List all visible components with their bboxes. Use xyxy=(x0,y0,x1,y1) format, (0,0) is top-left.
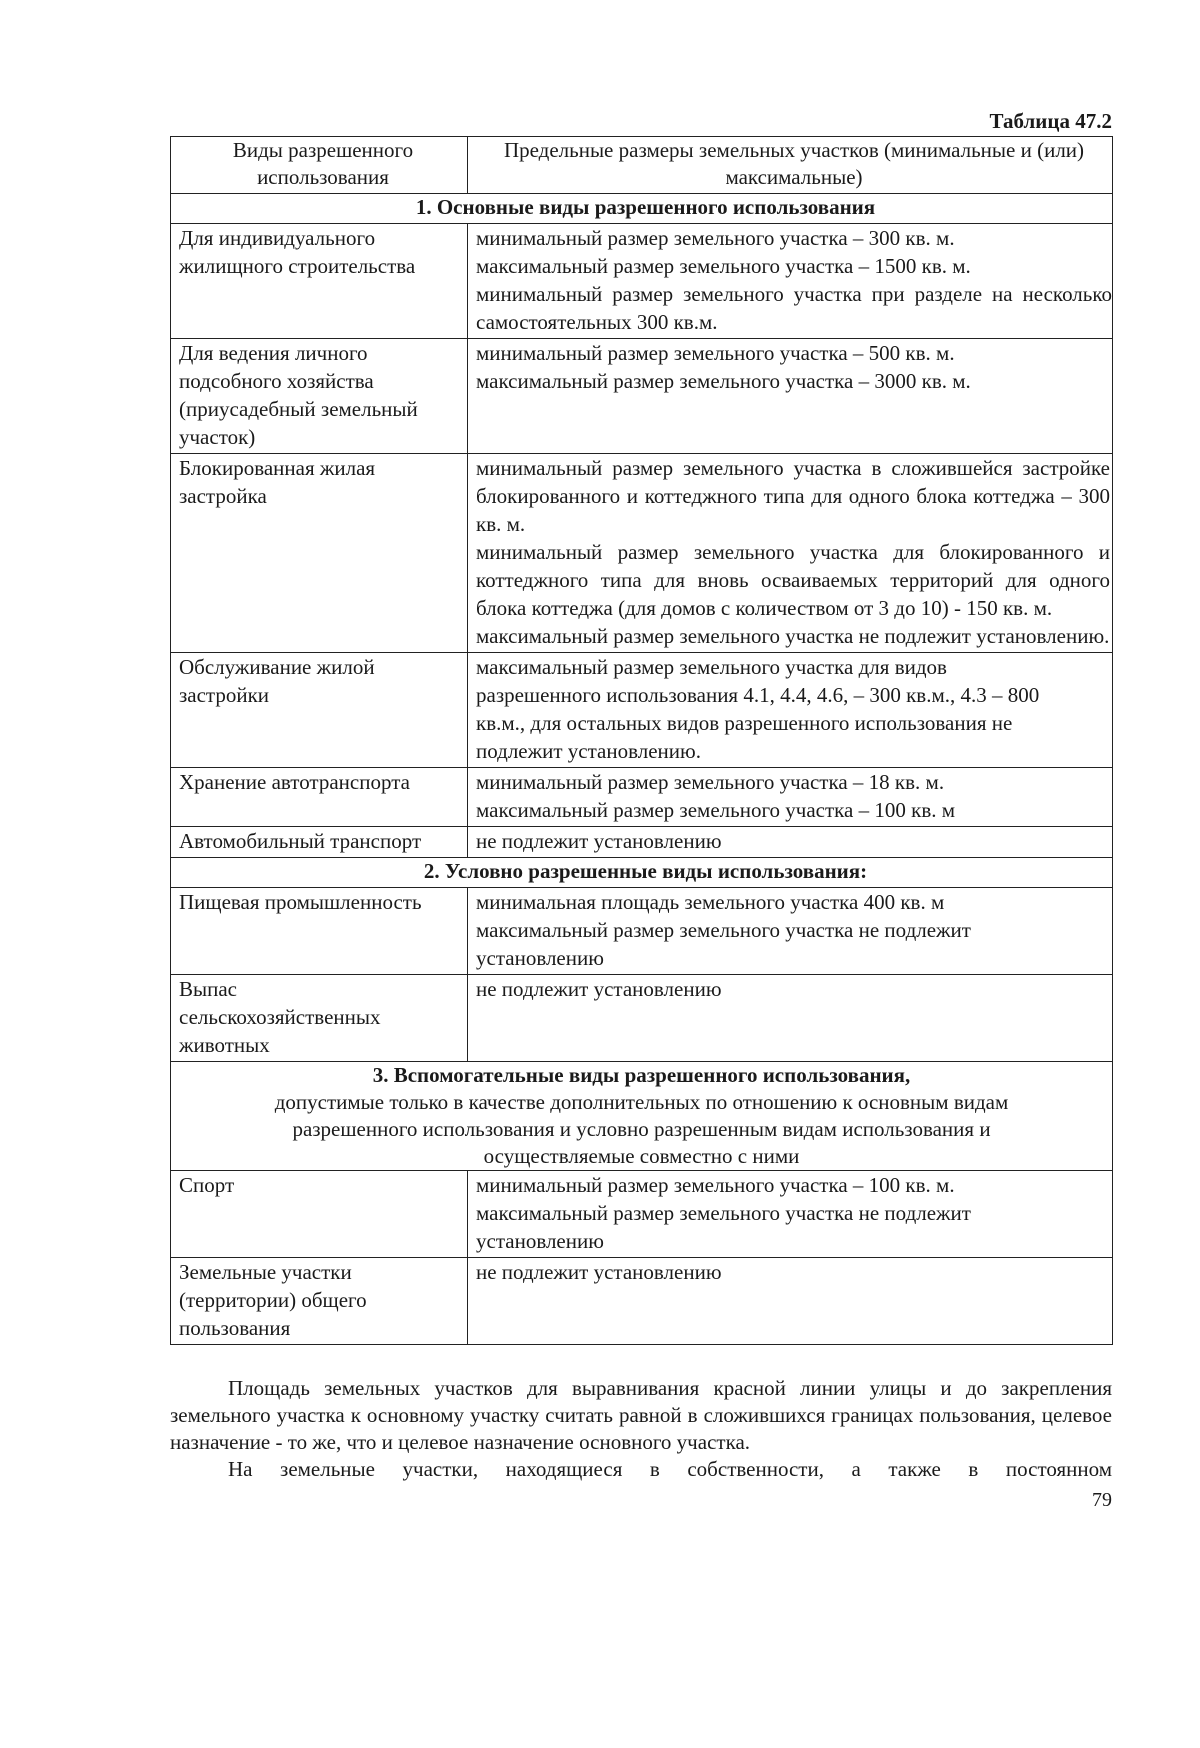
table-row xyxy=(171,888,1113,975)
use-type-cell: Выпас сельскохозяйственных животных xyxy=(171,975,468,1062)
section-2-title: 2. Условно разрешенные виды использования: xyxy=(171,858,1113,888)
limits-cell xyxy=(468,768,1113,827)
use-type-cell: Блокированная жилая застройка xyxy=(171,454,468,653)
limit-text: максимальный размер земельного участка не подлежит установлению. xyxy=(476,624,1110,648)
table-row xyxy=(171,653,1113,768)
section-3-row xyxy=(171,1062,1113,1171)
limit-text: максимальный размер земельного участка не подлежит установлению xyxy=(476,918,971,970)
use-type-cell: Для индивидуального жилищного строительства xyxy=(171,224,468,339)
limit-text: максимальный размер земельного участка – 1500 кв. м. xyxy=(476,254,971,278)
use-type-cell: Спорт xyxy=(171,1171,468,1258)
limit-text: не подлежит установлению xyxy=(476,977,722,1001)
paragraph: Площадь земельных участков для выравнивания красной линии улицы и до закрепления земельного участка к основному участку считать равной в сложившихся границах пользования, целевое назначение - то же, что и целевое назначение основного участка. xyxy=(170,1376,1112,1454)
limit-text: не подлежит установлению xyxy=(476,829,722,853)
limit-text: максимальный размер земельного участка – 100 кв. м xyxy=(476,798,956,822)
section-3-title: 3. Вспомогательные виды разрешенного использования, xyxy=(372,1063,911,1087)
limits-cell xyxy=(468,888,1113,975)
limits-cell xyxy=(468,339,1113,454)
limit-text: минимальный размер земельного участка для блокированного и коттеджного типа для вновь осваиваемых территорий для одного блока коттеджа (для домов с количеством от 3 до 10) - 150 кв. м. xyxy=(476,540,1110,620)
table-header-row xyxy=(171,137,1113,194)
paragraph: На земельные участки, находящиеся в собственности, а также в постоянном xyxy=(228,1457,1112,1481)
limits-cell xyxy=(468,975,1113,1062)
section-1-row xyxy=(171,194,1113,224)
use-type-cell: Земельные участки (территории) общего пользования xyxy=(171,1258,468,1345)
use-type-cell: Пищевая промышленность xyxy=(171,888,468,975)
table-row xyxy=(171,224,1113,339)
section-3-header xyxy=(171,1062,1113,1171)
limit-text: не подлежит установлению xyxy=(476,1260,722,1284)
limit-text: минимальная площадь земельного участка 400 кв. м xyxy=(476,890,945,914)
limit-text: минимальный размер земельного участка при разделе на несколько самостоятельных 300 кв.м. xyxy=(476,282,1112,334)
limit-text: минимальный размер земельного участка – 500 кв. м. xyxy=(476,341,955,365)
table-row xyxy=(171,827,1113,858)
use-type-cell: Обслуживание жилой застройки xyxy=(171,653,468,768)
limits-cell xyxy=(468,827,1113,858)
table-row xyxy=(171,975,1113,1062)
document-page xyxy=(170,108,1112,1483)
limit-text: максимальный размер земельного участка не подлежит установлению xyxy=(476,1201,971,1253)
limits-cell xyxy=(468,454,1113,653)
page-number: 79 xyxy=(1092,1489,1112,1511)
limits-cell xyxy=(468,1171,1113,1258)
limit-text: минимальный размер земельного участка – 100 кв. м. xyxy=(476,1173,955,1197)
limits-cell xyxy=(468,653,1113,768)
table-row xyxy=(171,339,1113,454)
body-text xyxy=(170,1375,1112,1483)
section-2-row xyxy=(171,858,1113,888)
use-type-cell: Для ведения личного подсобного хозяйства (приусадебный земельный участок) xyxy=(171,339,468,454)
limit-text: минимальный размер земельного участка – 18 кв. м. xyxy=(476,770,945,794)
limit-text: максимальный размер земельного участка для видов разрешенного использования 4.1, 4.4, 4.6, – 300 кв.м., 4.3 – 800 кв.м., для остальных видов разрешенного использования не подлежит установлению. xyxy=(476,655,1040,763)
table-row xyxy=(171,454,1113,653)
limits-cell xyxy=(468,224,1113,339)
limit-text: минимальный размер земельного участка – 300 кв. м. xyxy=(476,226,955,250)
limits-cell xyxy=(468,1258,1113,1345)
use-type-cell: Хранение автотранспорта xyxy=(171,768,468,827)
limit-text: минимальный размер земельного участка в сложившейся застройке блокированного и коттеджного типа для одного блока коттеджа – 300 кв. м. xyxy=(476,456,1110,536)
limit-text: максимальный размер земельного участка – 3000 кв. м. xyxy=(476,369,971,393)
table-row xyxy=(171,1171,1113,1258)
land-use-table xyxy=(170,136,1113,1345)
table-caption: Таблица 47.2 xyxy=(989,109,1112,133)
header-use-type: Виды разрешенного использования xyxy=(171,137,468,194)
section-1-title: 1. Основные виды разрешенного использования xyxy=(171,194,1113,224)
use-type-cell: Автомобильный транспорт xyxy=(171,827,468,858)
table-row xyxy=(171,1258,1113,1345)
table-row xyxy=(171,768,1113,827)
section-3-subtitle: допустимые только в качестве дополнительных по отношению к основным видам разрешенного использования и условно разрешенным видам использования и осуществляемые совместно с ними xyxy=(274,1090,1009,1168)
header-size-limits: Предельные размеры земельных участков (минимальные и (или) максимальные) xyxy=(468,137,1113,194)
